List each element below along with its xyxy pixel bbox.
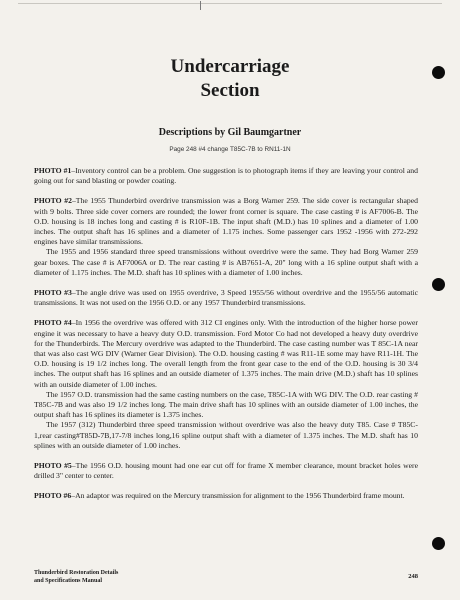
- footer-line-1: Thunderbird Restoration Details: [34, 570, 119, 576]
- footer-title: [34, 569, 118, 585]
- photo-2-paragraph: [34, 196, 418, 247]
- byline: Descriptions by Gil Baumgartner: [158, 127, 302, 138]
- photo-text: –An adaptor was required on the Mercury transmission for alignment to the 1956 Thunderbird frame mount.: [71, 491, 405, 501]
- photo-label: PHOTO #6: [34, 491, 72, 501]
- photo-6-paragraph: [34, 491, 418, 501]
- top-mark: [200, 1, 201, 10]
- photo-text: –Inventory control can be a problem. One suggestion is to photograph items if they are leaving your control and going out for sand blasting or powder coating.: [34, 166, 418, 186]
- photo-2-continued: The 1955 and 1956 standard three speed transmissions without overdrive were the same. They had Borg Warner 259 gear boxes. The case # is AF7006A or D. The rear casting # is AB7651-A, 20" long with a 16 spline output shaft with a diameter of 1.175 inches. The M.D. shaft has 10 splines with a diameter of 1.00 inches.: [34, 247, 418, 277]
- photo-4-paragraph: [34, 318, 418, 389]
- handwritten-note: Page 248 #4 change T85C-7B to RN11-1N: [169, 146, 291, 153]
- photo-5-paragraph: [34, 461, 418, 481]
- photo-1-paragraph: [34, 166, 418, 186]
- photo-label: PHOTO #3: [34, 288, 72, 298]
- photo-label: PHOTO #1: [34, 166, 72, 175]
- photo-4-continued: The 1957 O.D. transmission had the same casting numbers on the case, T85C-1A with WG DIV. The O.D. rear casting # T85C-7B and was also 19 1/2 inches long. The main drive shaft has 10 splines with an outside diameter of 1.00 inches, the output shaft has 16 splines its diameter is 1.375 inches.: [34, 389, 418, 420]
- page-title-line2: Section: [200, 80, 260, 101]
- binder-hole-top: [432, 66, 445, 79]
- page-number: 248: [408, 573, 418, 580]
- binder-hole-bottom: [432, 537, 445, 550]
- photo-label: PHOTO #5: [34, 461, 72, 471]
- footer-line-2: and Specifications Manual: [34, 578, 103, 584]
- photo-text: –The 1956 O.D. housing mount had one ear cut off for frame X member clearance, mount bracket holes were drilled 3" center to center.: [34, 461, 418, 481]
- binder-hole-middle: [432, 278, 445, 291]
- photo-text: –The angle drive was used on 1955 overdrive, 3 Speed 1955/56 without overdrive and the 1955/56 automatic transmissions. It was not used on the 1956 O.D. or any 1957 Thunderbird transmissions.: [34, 288, 419, 308]
- photo-4-continued-2: The 1957 (312) Thunderbird three speed transmission without overdrive was also the heavy duty T85. Case # T85C-1,rear casting#T85D-7B,17-7/8 inches long,16 spline output shaft with a diameter of 1.375 inches. The M.D. shaft has 10 splines with an outside diameter of 1.00 inches.: [34, 420, 418, 450]
- photo-label: PHOTO #4: [34, 318, 72, 328]
- photo-3-paragraph: [34, 288, 418, 308]
- photo-text: –In 1956 the overdrive was offered with 312 CI engines only. With the introduction of the higher horse power engine it was necessary to have a heavy duty O.D. transmission. Ford Motor Co had not developed a heavy duty overdrive for the Thunderbirds. The Mercury overdrive was adapted to the Thunderbird. The case casting number was T 85C-1A near that was also cast WG DIV (Warner Gear Division). The O.D. housing casting # was R11-1E some may have R11-1H. The O.D. housing is 19 1/2 inches long. The overall length from the front gear case to the end of the O.D. housing is 30 3/4 inches. The output shaft has 16 splines and an outside diameter of 1.375 inches. The main drive (M.D.) shaft has 10 splines with an outside diameter of 1.00 inches.: [34, 318, 418, 389]
- page-title-line1: Undercarriage: [170, 56, 290, 77]
- body-text: [34, 166, 418, 502]
- photo-label: PHOTO #2: [34, 196, 72, 206]
- top-rule: [18, 3, 442, 4]
- photo-text: –The 1955 Thunderbird overdrive transmission was a Borg Warner 259. The side cover is rectangular shaped with 9 bolts. Three side cover corners are rounded; the lower front corner is square. The case casting # is AF7006-B. The O.D. housing is 18 inches long and casting # is R10F-1B. The input shaft (M.D.) has 10 splines and a diameter of 1.00 inches. The output shaft has 16 splines and a diameter of 1.175 inches. Some passenger cars 1952 -1956 with 272-292 engines have similar transmissions.: [34, 196, 418, 247]
